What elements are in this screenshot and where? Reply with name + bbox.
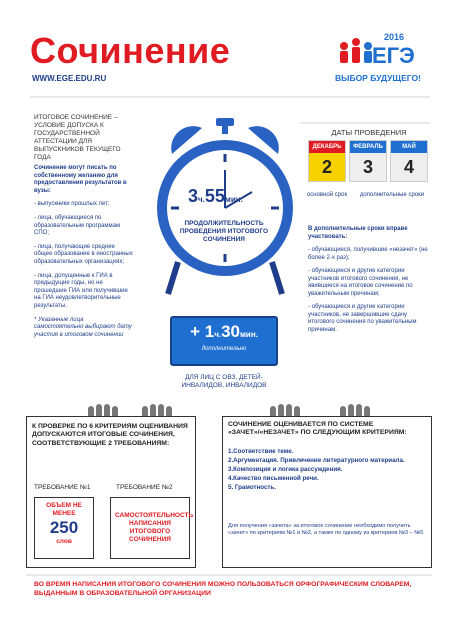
calendar-month: МАЙ: [391, 141, 427, 153]
requirement-1-top: ОБЪЕМ НЕ МЕНЕЕ: [46, 502, 82, 517]
duration-caption: ПРОДОЛЖИТЕЛЬНОСТЬ ПРОВЕДЕНИЯ ИТОГОВОГО СОЧИНЕНИЯ: [179, 220, 269, 243]
extra-hours-unit: ч.: [214, 330, 222, 339]
system-note: Для получения «зачета» за итоговое сочинение необходимо получить «зачет» по критериям №1 и №2, а также по одному из критериев №3 – №5: [228, 523, 424, 536]
extra-hours: + 1: [190, 322, 215, 341]
voluntary-list: [34, 165, 134, 345]
list-item: 1.Соответствие теме.: [228, 448, 294, 455]
logo-year: 2016: [384, 32, 405, 42]
calendar-may: [390, 140, 428, 182]
divider: [26, 574, 432, 576]
list-item: - лица, обучающиеся по образовательным программам СПО;: [34, 214, 121, 237]
calendar-day: 2: [309, 153, 345, 181]
requirement-2-text: САМОСТОЯТЕЛЬНОСТЬ НАПИСАНИЯ ИТОГОВОГО СОЧИНЕНИЯ: [115, 512, 194, 543]
list-item: 2.Аргументация. Привлечение литературного материала.: [228, 457, 405, 464]
system-board: [222, 416, 432, 568]
logo-text: ЕГЭ: [372, 43, 415, 68]
additional-lead: В дополнительные сроки вправе участвовать:: [308, 226, 408, 240]
extra-time-value: [176, 322, 272, 342]
list-item: 5. Грамотность.: [228, 484, 276, 491]
list-item: - обучающиеся и другие категории участников, не завершившие сдачу итогового сочинения по уважительным причинам.: [308, 304, 417, 333]
voluntary-note: * Указанные лица самостоятельно выбирают дату участия в итоговом сочинении: [34, 316, 132, 338]
page-title: Сочинение: [30, 30, 231, 71]
divider: [300, 122, 430, 124]
list-item: - лица, получающие среднее общее образование в иностранных образовательных организациях;: [34, 243, 133, 265]
duration-minutes: 55: [204, 186, 225, 206]
intro-text: ИТОГОВОЕ СОЧИНЕНИЕ – УСЛОВИЕ ДОПУСКА К ГОСУДАРСТВЕННОЙ АТТЕСТАЦИИ ДЛЯ ВЫПУСКНИКОВ ТЕКУЩЕГО ГОДА: [34, 114, 121, 161]
additional-terms-list: [308, 226, 430, 340]
main-term-label: основной срок: [306, 192, 348, 198]
requirement-1-label: ТРЕБОВАНИЕ №1: [34, 484, 91, 491]
requirement-1-box: [34, 497, 94, 559]
additional-term-label: дополнительные сроки: [359, 192, 425, 198]
requirement-1-unit: слов: [56, 538, 72, 545]
list-item: - обучающиеся, получившие «незачет» (не более 2-х раз);: [308, 247, 428, 261]
calendar-month: ДЕКАБРЬ: [309, 141, 345, 153]
calendar-month: ФЕВРАЛЬ: [350, 141, 386, 153]
alarm-clock-icon: [150, 112, 300, 312]
extra-time-for: ДЛЯ ЛИЦ С ОВЗ, ДЕТЕЙ-ИНВАЛИДОВ, ИНВАЛИДОВ: [181, 374, 267, 389]
requirement-1-value: 250: [49, 518, 79, 537]
extra-time-sub: дополнительно: [201, 346, 247, 352]
site-link[interactable]: WWW.EGE.EDU.RU: [32, 74, 107, 83]
list-item: - обучающиеся и другие категории участников итогового сочинения, не явившиеся на итоговое сочинение по уважительным причинам;: [308, 268, 413, 297]
calendar-day: 3: [362, 157, 373, 177]
footer-note: ВО ВРЕМЯ НАПИСАНИЯ ИТОГОВОГО СОЧИНЕНИЯ МОЖНО ПОЛЬЗОВАТЬСЯ ОРФОГРАФИЧЕСКИМ СЛОВАРЕМ, ВЫДАННЫМ В ОБРАЗОВАТЕЛЬНОЙ ОРГАНИЗАЦИИ: [34, 581, 412, 597]
divider: [30, 96, 430, 98]
list-item: - выпускники прошлых лет;: [34, 201, 110, 208]
criteria-head: К ПРОВЕРКЕ ПО 6 КРИТЕРИЯМ ОЦЕНИВАНИЯ ДОПУСКАЮТСЯ ИТОГОВЫЕ СОЧИНЕНИЯ, СООТВЕТСТВУЮЩИЕ 2 ТРЕБОВАНИЯМ:: [32, 423, 188, 447]
list-item: 4.Качество письменной речи.: [228, 475, 319, 482]
duration-value: [188, 186, 243, 207]
calendar-december: [308, 140, 346, 182]
extra-minutes: 30: [221, 322, 240, 341]
dates-title: ДАТЫ ПРОВЕДЕНИЯ: [331, 128, 407, 137]
duration-minutes-unit: мин.: [224, 195, 243, 204]
requirement-2-label: ТРЕБОВАНИЕ №2: [116, 484, 173, 491]
duration-hours: 3: [188, 186, 199, 206]
list-item: 3.Композиция и логика рассуждения.: [228, 466, 343, 473]
list-item: - лица, допущенные к ГИА в предыдущие годы, но не прошедшие ГИА или получившие на ГИА неудовлетворительные результаты.: [34, 272, 128, 309]
voluntary-lead: Сочинение могут писать по собственному желанию для предоставления результатов в вузы:: [34, 165, 127, 194]
calendar-day: 4: [403, 157, 414, 177]
calendar-february: [349, 140, 387, 182]
extra-minutes-unit: мин.: [240, 330, 258, 339]
logo-slogan: ВЫБОР БУДУЩЕГО!: [335, 73, 421, 83]
system-criteria-list: [228, 447, 428, 492]
requirement-2-box: [110, 497, 194, 559]
duration-hours-unit: ч.: [198, 195, 205, 204]
system-head: СОЧИНЕНИЕ ОЦЕНИВАЕТСЯ ПО СИСТЕМЕ «ЗАЧЕТ»/«НЕЗАЧЕТ» ПО СЛЕДУЮЩИМ КРИТЕРИЯМ:: [228, 421, 407, 437]
